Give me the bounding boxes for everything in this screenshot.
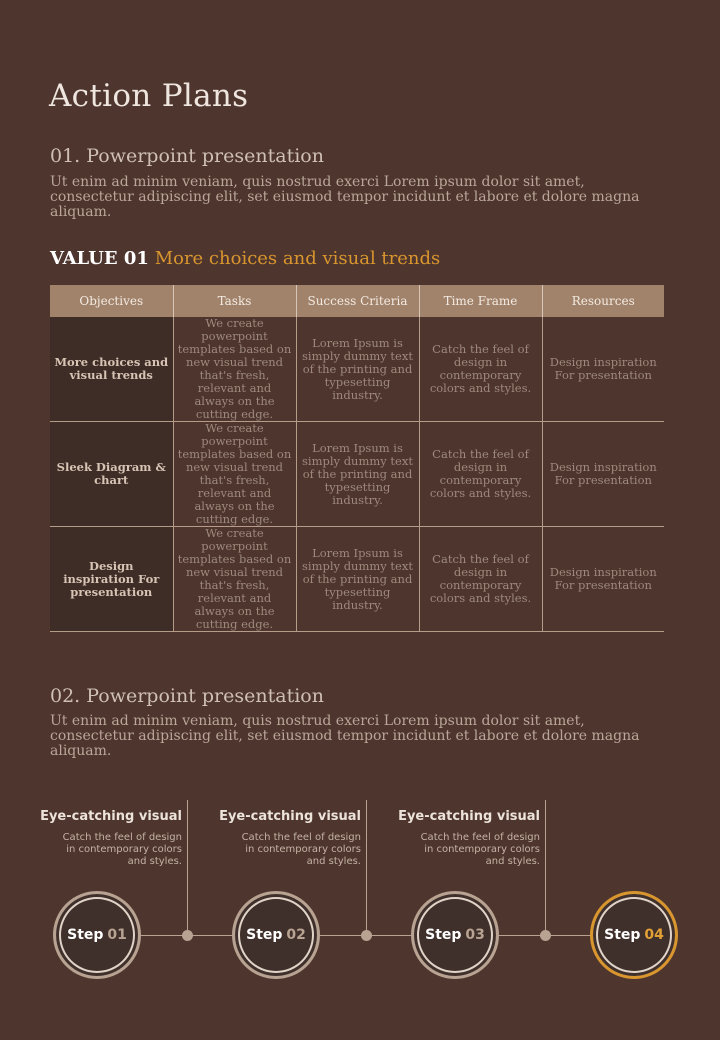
table-row (50, 317, 664, 422)
step-number: 03 (465, 927, 485, 943)
step-3-desc: Catch the feel of design in contemporary colors and styles. (420, 832, 540, 867)
table-row (50, 422, 664, 527)
step-1-desc: Catch the feel of design in contemporary colors and styles. (62, 832, 182, 867)
column-header: Objectives (50, 285, 173, 317)
page-title: Action Plans (49, 78, 249, 114)
criteria-cell: Lorem Ipsum is simply dummy text of the printing and typesetting industry. (296, 317, 419, 422)
column-header: Resources (542, 285, 664, 317)
timeframe-cell: Catch the feel of design in contemporary colors and styles. (419, 422, 542, 527)
step-number: 02 (286, 927, 306, 943)
column-header: Tasks (173, 285, 296, 317)
task-cell: We create powerpoint templates based on new visual trend that's fresh, relevant and always on the cutting edge. (173, 527, 296, 632)
step-4-circle (590, 891, 678, 979)
objective-cell: Sleek Diagram & chart (50, 422, 173, 527)
section-1-body: Ut enim ad minim veniam, quis nostrud exerci Lorem ipsum dolor sit amet, consectetur adipiscing elit, set eiusmod tempor incidunt et labore et dolore magna aliquam. (50, 174, 640, 220)
action-plan-table (50, 285, 664, 632)
step-1-connector (187, 800, 188, 934)
timeline-dot (182, 930, 193, 941)
step-1-title: Eye-catching visual (40, 809, 182, 824)
step-label: Step (604, 927, 641, 943)
criteria-cell: Lorem Ipsum is simply dummy text of the printing and typesetting industry. (296, 422, 419, 527)
resources-cell: Design inspiration For presentation (542, 317, 664, 422)
step-3-circle (411, 891, 499, 979)
section-1-heading: 01. Powerpoint presentation (50, 145, 324, 167)
timeframe-cell: Catch the feel of design in contemporary colors and styles. (419, 317, 542, 422)
section-2-body: Ut enim ad minim veniam, quis nostrud exerci Lorem ipsum dolor sit amet, consectetur adipiscing elit, set eiusmod tempor incidunt et labore et dolore magna aliquam. (50, 713, 640, 759)
column-header: Success Criteria (296, 285, 419, 317)
resources-cell: Design inspiration For presentation (542, 422, 664, 527)
objective-cell: Design inspiration For presentation (50, 527, 173, 632)
task-cell: We create powerpoint templates based on new visual trend that's fresh, relevant and always on the cutting edge. (173, 317, 296, 422)
table-header-row (50, 285, 664, 317)
step-number: 01 (107, 927, 127, 943)
step-3-title: Eye-catching visual (398, 809, 540, 824)
value-heading (50, 248, 440, 269)
value-text: More choices and visual trends (154, 248, 441, 269)
step-2-circle (232, 891, 320, 979)
criteria-cell: Lorem Ipsum is simply dummy text of the printing and typesetting industry. (296, 527, 419, 632)
step-label: Step (67, 927, 104, 943)
timeline-dot (361, 930, 372, 941)
timeframe-cell: Catch the feel of design in contemporary colors and styles. (419, 527, 542, 632)
resources-cell: Design inspiration For presentation (542, 527, 664, 632)
table-row (50, 527, 664, 632)
column-header: Time Frame (419, 285, 542, 317)
step-2-connector (366, 800, 367, 934)
step-label: Step (246, 927, 283, 943)
step-1-circle (53, 891, 141, 979)
step-label: Step (425, 927, 462, 943)
step-3-connector (545, 800, 546, 934)
step-2-title: Eye-catching visual (219, 809, 361, 824)
value-label: VALUE 01 (50, 248, 149, 269)
step-number: 04 (644, 927, 664, 943)
task-cell: We create powerpoint templates based on new visual trend that's fresh, relevant and always on the cutting edge. (173, 422, 296, 527)
timeline-dot (540, 930, 551, 941)
section-2-heading: 02. Powerpoint presentation (50, 685, 324, 707)
objective-cell: More choices and visual trends (50, 317, 173, 422)
step-2-desc: Catch the feel of design in contemporary colors and styles. (241, 832, 361, 867)
